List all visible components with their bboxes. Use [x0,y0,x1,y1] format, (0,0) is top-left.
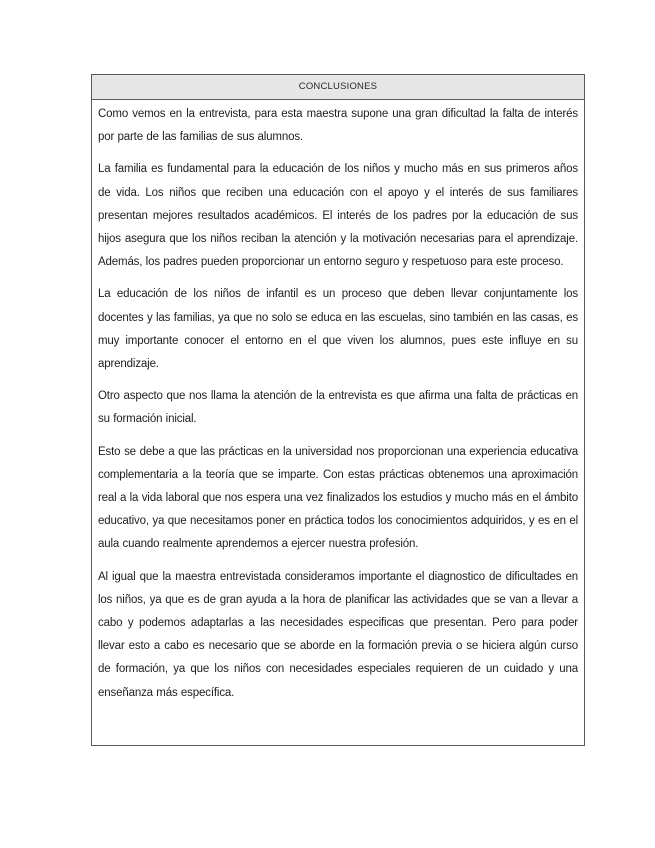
paragraph-6: Al igual que la maestra entrevistada consideramos importante el diagnostico de dificultades en los niños, ya que es de gran ayuda a la hora de planificar las actividades que se van a llevar a cabo y podemos adaptarlas a las necesidades especificas que presentan. Pero para poder llevar esto a cabo es necesario que se aborde en la formación previa o se hiciera algún curso de formación, ya que los niños con necesidades especiales requieren de un cuidado y una enseñanza más específica. [98,570,578,699]
paragraph-3: La educación de los niños de infantil es un proceso que deben llevar conjuntamente los docentes y las familias, ya que no solo se educa en las escuelas, sino también en las casas, es muy importante conocer el entorno en el que viven los alumnos, pues este influye en su aprendizaje. [98,288,578,371]
paragraph-2: La familia es fundamental para la educación de los niños y mucho más en sus primeros años de vida. Los niños que reciben una educación con el apoyo y el interés de sus familiares presentan mejores resultados académicos. El interés de los padres por la educación de sus hijos asegura que los niños reciban la atención y la motivación necesarias para el aprendizaje. Además, los padres pueden proporcionar un entorno seguro y respetuoso para este proceso. [98,163,578,269]
paragraph-4: Otro aspecto que nos llama la atención de la entrevista es que afirma una falta de prácticas en su formación inicial. [98,390,578,426]
conclusions-table [91,74,585,746]
paragraph-1: Como vemos en la entrevista, para esta maestra supone una gran dificultad la falta de interés por parte de las familias de sus alumnos. [98,108,578,144]
paragraph-5: Esto se debe a que las prácticas en la universidad nos proporcionan una experiencia educativa complementaria a la teoría que se imparte. Con estas prácticas obtenemos una aproximación real a la vida laboral que nos espera una vez finalizados los estudios y mucho más en el ámbito educativo, ya que necesitamos poner en práctica todos los conocimientos adquiridos, y es en el aula cuando realmente aprendemos a ejercer nuestra profesión. [98,445,578,551]
table-header: CONCLUSIONES [92,75,584,100]
table-body [92,100,584,705]
